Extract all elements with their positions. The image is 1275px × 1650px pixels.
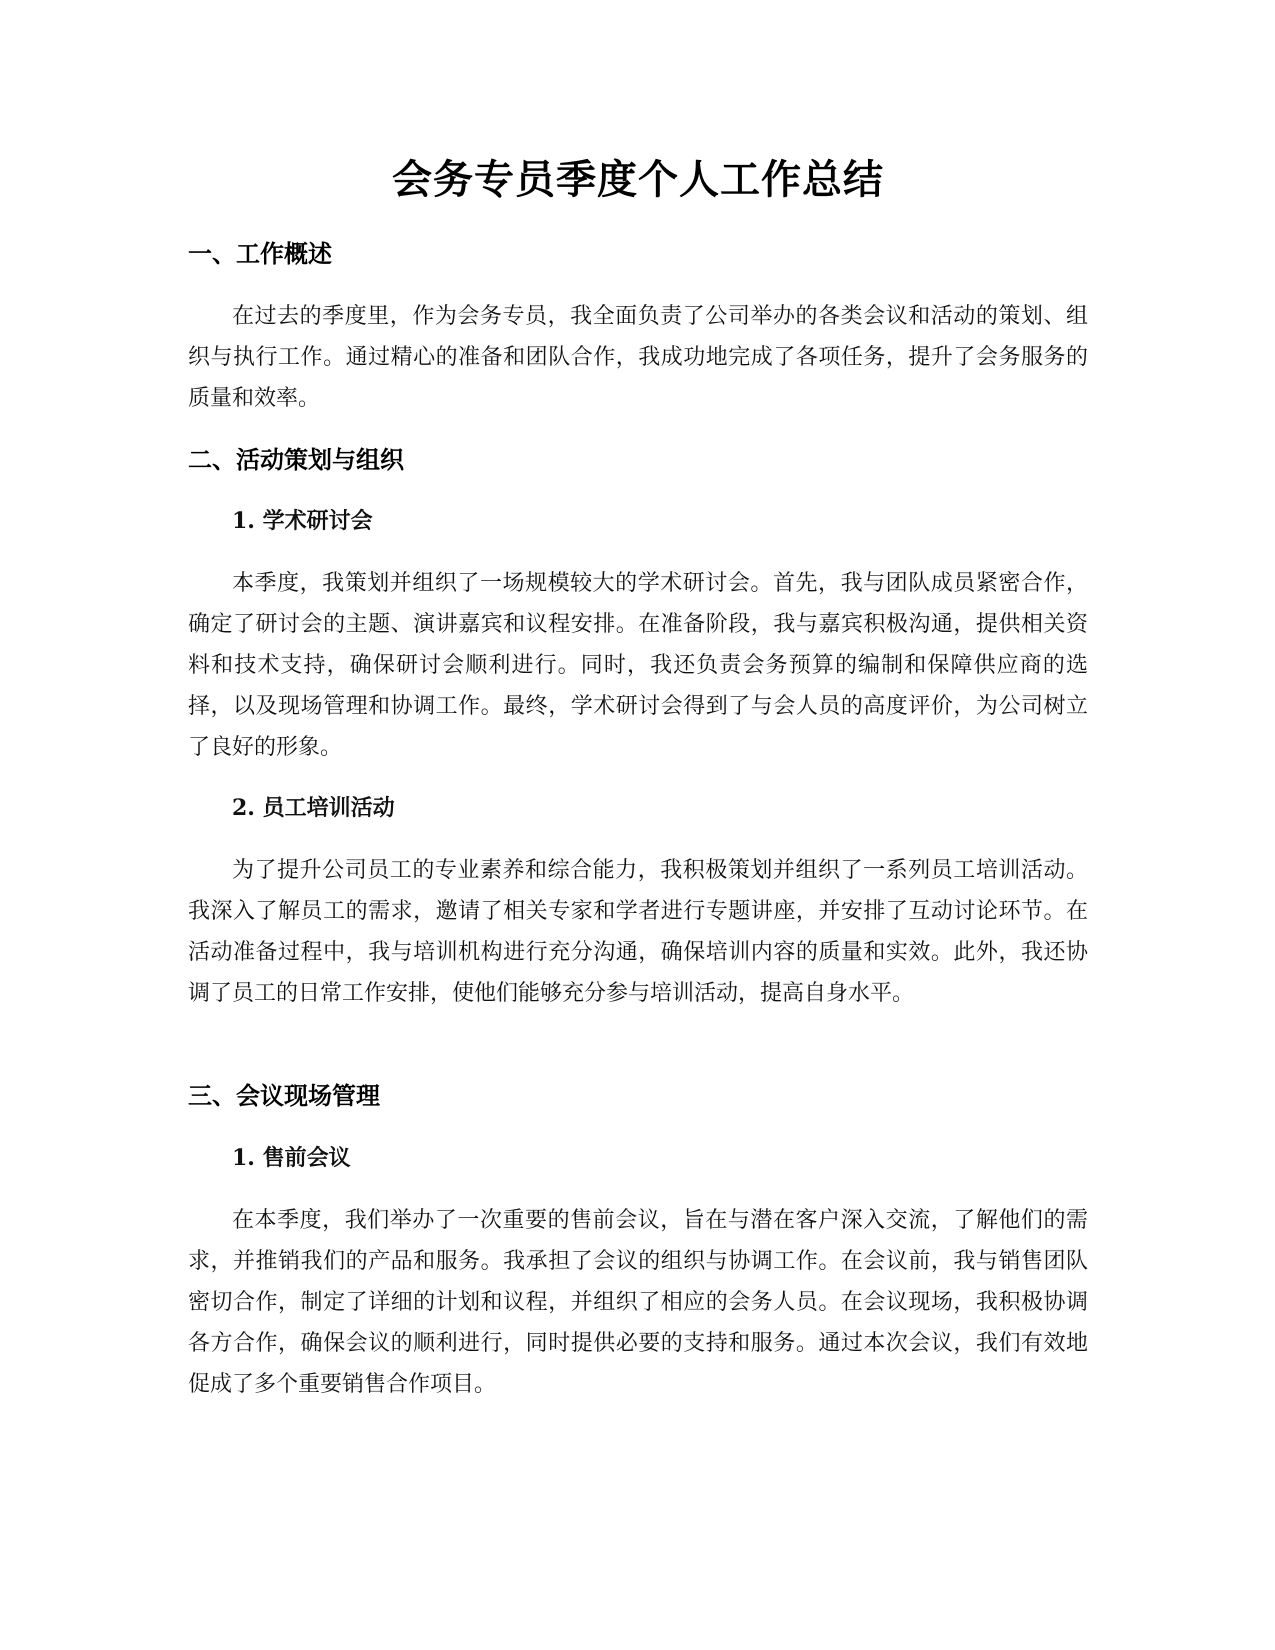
document-title: 会务专员季度个人工作总结 <box>392 157 884 203</box>
section-heading-onsite-management: 三、会议现场管理 <box>188 1082 380 1110</box>
subheading-employee-training: 2. 员工培训活动 <box>232 795 395 821</box>
paragraph-academic-seminar: 本季度，我策划并组织了一场规模较大的学术研讨会。首先，我与团队成员紧密合作，确定了研讨会的主题、演讲嘉宾和议程安排。在准备阶段，我与嘉宾积极沟通，提供相关资料和技术支持，确保研讨会顺利进行。同时，我还负责会务预算的编制和保障供应商的选择，以及现场管理和协调工作。最终，学术研讨会得到了与会人员的高度评价，为公司树立了良好的形象。 <box>188 571 1088 760</box>
section-heading-planning: 二、活动策划与组织 <box>188 446 404 474</box>
subheading-academic-seminar: 1. 学术研讨会 <box>232 508 373 534</box>
subheading-presales-meeting: 1. 售前会议 <box>232 1145 351 1171</box>
paragraph-presales-meeting: 在本季度，我们举办了一次重要的售前会议，旨在与潜在客户深入交流，了解他们的需求，并推销我们的产品和服务。我承担了会议的组织与协调工作。在会议前，我与销售团队密切合作，制定了详细的计划和议程，并组织了相应的会务人员。在会议现场，我积极协调各方合作，确保会议的顺利进行，同时提供必要的支持和服务。通过本次会议，我们有效地促成了多个重要销售合作项目。 <box>188 1208 1088 1397</box>
paragraph-overview: 在过去的季度里，作为会务专员，我全面负责了公司举办的各类会议和活动的策划、组织与执行工作。通过精心的准备和团队合作，我成功地完成了各项任务，提升了会务服务的质量和效率。 <box>188 304 1088 411</box>
paragraph-employee-training: 为了提升公司员工的专业素养和综合能力，我积极策划并组织了一系列员工培训活动。我深入了解员工的需求，邀请了相关专家和学者进行专题讲座，并安排了互动讨论环节。在活动准备过程中，我与培训机构进行充分沟通，确保培训内容的质量和实效。此外，我还协调了员工的日常工作安排，使他们能够充分参与培训活动，提高自身水平。 <box>188 858 1088 1006</box>
section-heading-overview: 一、工作概述 <box>188 240 332 268</box>
